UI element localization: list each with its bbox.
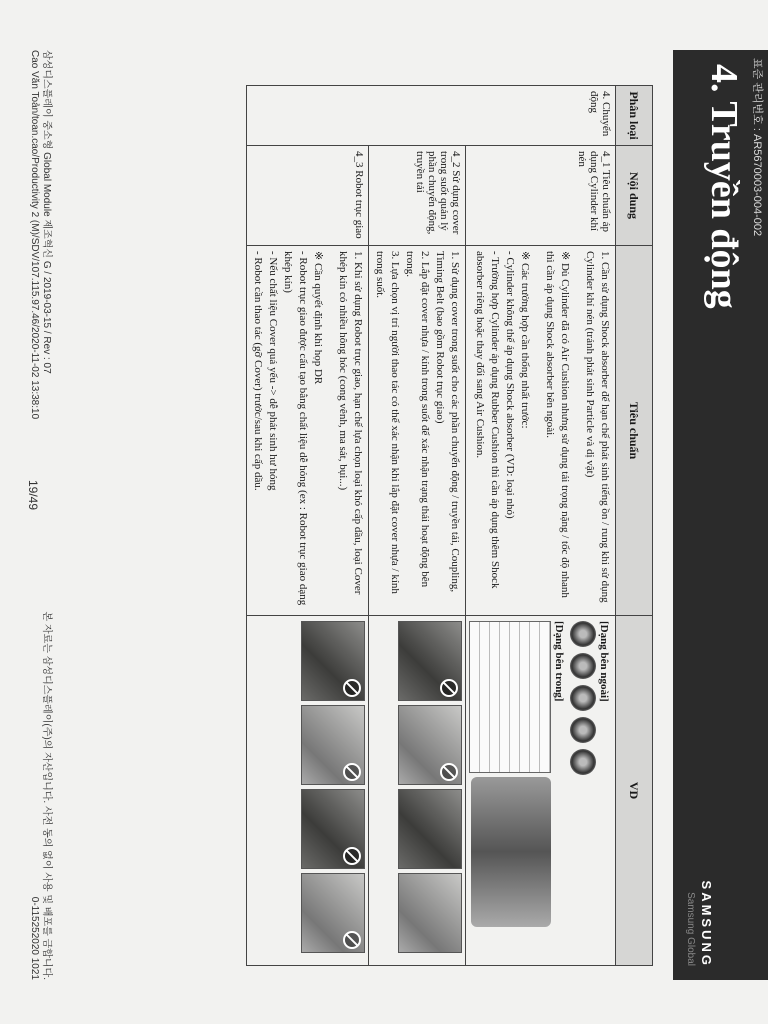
footer-id: 0-115252020 1021 — [29, 896, 40, 980]
cylinder-3d-image — [471, 777, 551, 927]
header-standard: Tiêu chuẩn — [616, 246, 653, 616]
example-photo — [398, 873, 462, 953]
cylinder-drawing — [469, 621, 551, 773]
content-cell: 4_2 Sử dụng cover trong suốt quản lý phần chuyển động, truyền tải — [369, 146, 466, 246]
standard-cell — [247, 246, 369, 616]
standard-line: 2. Lắp đặt cover nhựa / kính trong suốt để xác nhận trạng thái hoạt động bên trong. — [404, 251, 431, 588]
prohibited-icon — [343, 847, 361, 865]
example-cell — [247, 616, 369, 966]
footer-confidential: 본 자료는 삼성디스플레이(주)의 자산입니다. 사전 동의 없이 사용 및 배포를 금합니다. — [41, 611, 52, 980]
standard-line: ※ Dù Cylinder đã có Air Cushion nhưng sử dụng tải trọng nặng / tốc độ nhanh thì cần áp dụng Shock absorber bên ngoài. — [544, 251, 571, 598]
prohibited-icon — [440, 763, 458, 781]
content-cell: 4_3 Robot trục giao — [247, 146, 369, 246]
prohibited-icon — [343, 763, 361, 781]
page-title: 4. Truyền động — [703, 64, 745, 309]
prohibited-icon — [343, 679, 361, 697]
standard-line: - Robot trục giao được cấu tạo bằng chất liệu dễ hỏng (ex : Robot trục giao dạng khép kín) — [282, 251, 309, 606]
header-category: Phân loại — [616, 86, 653, 146]
standard-line: 3. Lựa chọn vị trí người thao tác có thể xác nhận khi lắp đặt cover nhựa / kính trong suốt. — [374, 251, 401, 594]
brand-subtitle: Samsung Global — [685, 892, 696, 966]
prohibited-icon — [440, 679, 458, 697]
example-photo — [301, 705, 365, 785]
standards-table — [246, 85, 653, 966]
standard-line: 1. Cần sử dụng Shock absorber để hạn chế phát sinh tiếng ồn / rung khi sử dụng Cylinder khí nén (tránh phát sinh Particle và dị vật) — [584, 251, 611, 603]
example-photo — [301, 789, 365, 869]
standard-line: ※ Các trường hợp cần thống nhất trước: — [519, 251, 531, 429]
standard-line: - Cylinder không thể áp dụng Shock absorber (VD: loại nhỏ) — [504, 251, 516, 519]
internal-type-label: [Dạng bên trong] — [553, 621, 565, 702]
section-banner — [673, 50, 768, 980]
example-photo — [301, 621, 365, 701]
doc-code: 표준 관리번호 : AR5670003-004-002 — [751, 58, 763, 237]
table-row — [247, 86, 369, 966]
footer-user-info: Cao Văn Toản/toan.cao/Productivity 2 (M)/SDV/107.115.97.46/2020-11-02 13:38:10 — [29, 50, 40, 420]
page-footer — [8, 50, 68, 980]
example-photo — [398, 789, 462, 869]
standard-line: - Trường hợp Cylinder áp dụng Rubber Cushion thì cần áp dụng thêm Shock absorber riêng hoặc thay đổi sang Air Cushion. — [474, 251, 501, 589]
table-row — [466, 86, 616, 966]
header-content: Nội dung — [616, 146, 653, 246]
footer-revision: 삼성디스플레이 중소형 Global Module 제조혁신 G / 2019-03-15 / Rev : 07 — [41, 50, 52, 374]
standard-cell — [466, 246, 616, 616]
standard-line: - Robot cần thao tác (gỡ Cover) trước/sau khi cấp dầu. — [252, 251, 264, 491]
prohibited-icon — [343, 931, 361, 949]
table-header-row — [616, 86, 653, 966]
category-cell: 4. Chuyển động — [247, 86, 616, 146]
example-cell — [369, 616, 466, 966]
example-cell — [466, 616, 616, 966]
samsung-logo: SAMSUNG — [699, 880, 714, 968]
standard-cell — [369, 246, 466, 616]
example-photo — [301, 873, 365, 953]
page-number: 19/49 — [26, 480, 40, 511]
table-row — [369, 86, 466, 966]
content-cell: 4_1 Tiêu chuẩn áp dụng Cylinder khí nén — [466, 146, 616, 246]
example-photo — [398, 705, 462, 785]
standard-line: 1. Sử dụng cover trong suốt cho các phần chuyển động / truyền tải, Coupling, Timing Belt (bao gồm Robot trục giao) — [434, 251, 461, 593]
shock-absorber-photo — [567, 621, 596, 960]
external-type-label: [Dạng bên ngoài] — [598, 621, 610, 702]
example-photo — [398, 621, 462, 701]
standard-line: ※ Cần quyết định khi họp DR — [312, 251, 324, 385]
standard-line: 1. Khi sử dụng Robot trục giao, hạn chế lựa chọn loại khó cấp dầu, loại Cover khép kín có nhiều hông hóc (cong vênh, ma sát, bụi...) — [337, 251, 364, 595]
standard-line: - Nếu chất liệu Cover quá yếu -> dễ phát sinh hư hỏng — [267, 251, 279, 491]
header-example: VD — [616, 616, 653, 966]
